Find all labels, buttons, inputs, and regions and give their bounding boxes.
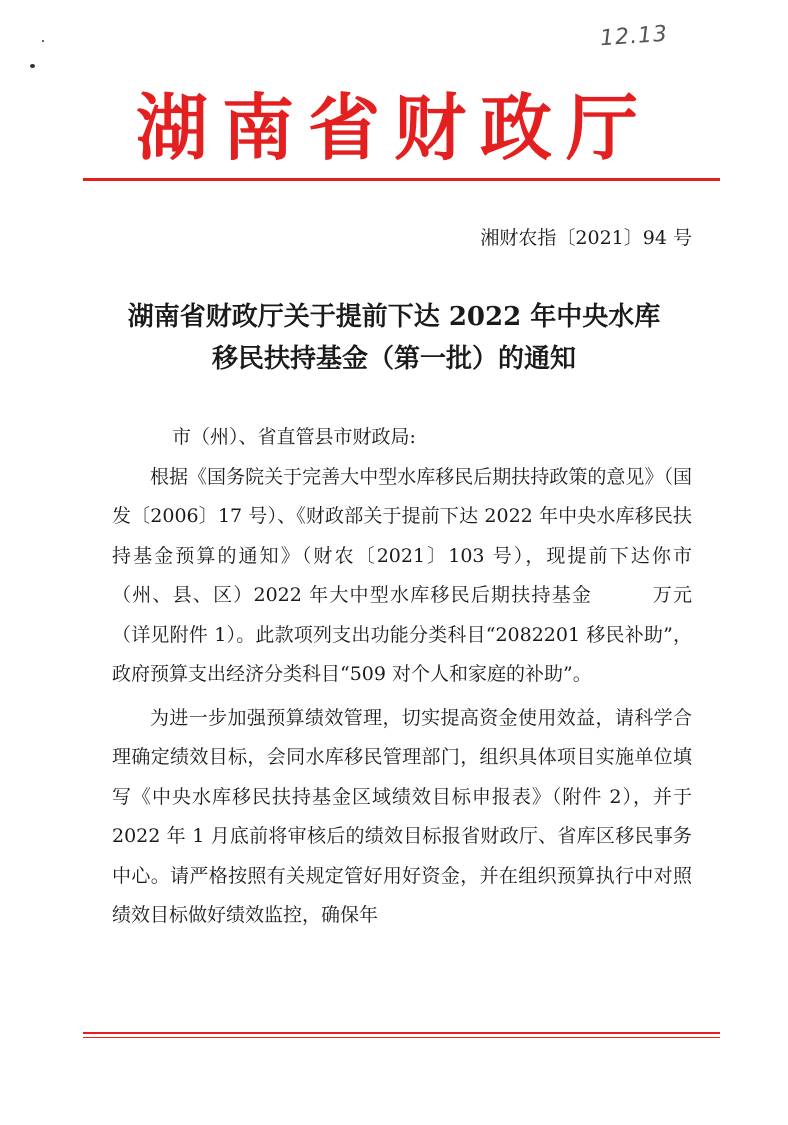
scan-speck <box>30 64 35 68</box>
salutation: 市（州）、省直管县市财政局: <box>172 426 416 448</box>
scan-speck <box>42 40 44 42</box>
document-number: 湘财农指〔2021〕94 号 <box>480 227 692 249</box>
paragraph-1: 根据《国务院关于完善大中型水库移民后期扶持政策的意见》（国发〔2006〕17 号）、《财政部关于提前下达 2022 年中央水库移民扶持基金预算的通知》（财农〔2021〕103 号），现提前下达你市（州、县、区）2022 年大中型水库移民后期扶持基金 万元（详见附件 1）。此款项列支出功能分类科目“2082201 移民补助”，政府预算支出经济分类科目“509 对个人和家庭的补助”。 <box>112 465 692 685</box>
title-line-2: 移民扶持基金（第一批）的通知 <box>211 344 576 374</box>
agency-letterhead: 湖南省财政厅 <box>135 85 652 170</box>
paragraph-2: 为进一步加强预算绩效管理，切实提高资金使用效益，请科学合理确定绩效目标，会同水库移民管理部门，组织具体项目实施单位填写《中央水库移民扶持基金区域绩效目标申报表》（附件 2），并于 2022 年 1 月底前将审核后的绩效目标报省财政厅、省库区移民事务中心。请严格按照有关规定管好用好资金，并在组织预算执行中对照绩效目标做好绩效监控，确保年 <box>112 706 692 926</box>
document-title <box>100 296 688 380</box>
handwritten-note: 12.13 <box>599 21 669 52</box>
footer-divider-thin <box>83 1037 720 1038</box>
letterhead-divider <box>83 178 720 181</box>
title-line-1: 湖南省财政厅关于提前下达 2022 年中央水库 <box>127 302 661 332</box>
footer-divider <box>83 1032 720 1034</box>
document-body <box>112 418 692 936</box>
